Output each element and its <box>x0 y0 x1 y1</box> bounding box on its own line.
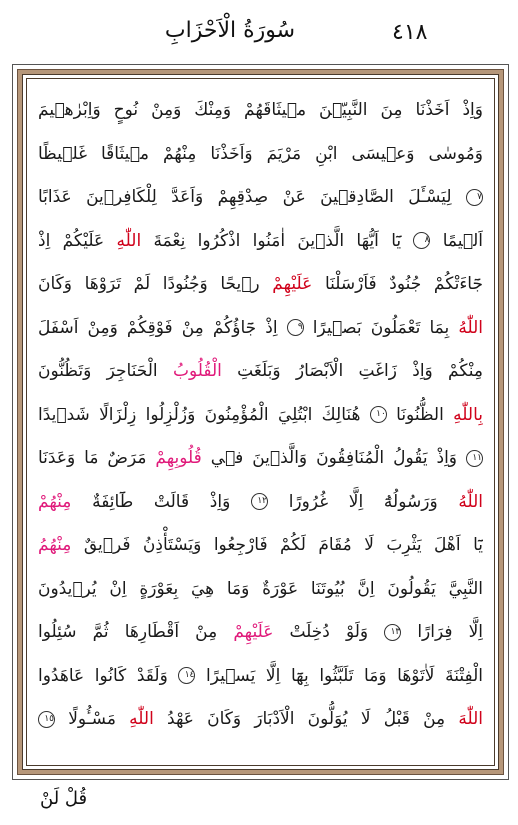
text-line <box>38 610 483 654</box>
verse-text: النَّبِيَّ يَقُولُونَ اِنَّ بُيُوتَنَا عَوْرَةٌ وَمَا هِيَ بِعَوْرَةٍ اِنْ يُرٖيدُونَ <box>38 578 483 599</box>
ayah-number-marker: ٧ <box>466 189 483 206</box>
page-number: ٤١٨ <box>392 20 428 45</box>
verse-text: وَلَقَدْ كَانُوا عَاهَدُوا <box>38 665 179 686</box>
text-line <box>38 132 483 176</box>
text-line <box>38 306 483 350</box>
verse-text: مِنْكُمْ وَاِذْ زَاغَتِ الْاَبْصَارُ وَبَلَغَتِ <box>221 361 483 381</box>
text-line <box>38 654 483 698</box>
verse-text: وَاِذْ قَالَتْ طَٓائِفَةٌ <box>71 491 251 512</box>
ayah-number-marker: ١٥ <box>38 711 55 728</box>
verse-text: مَرَضٌ مَا وَعَدَنَا <box>38 448 156 468</box>
text-line <box>38 349 483 393</box>
verse-text: اِذْ جَٓاؤُكُمْ مِنْ فَوْقِكُمْ وَمِنْ اَسْفَلَ <box>38 317 287 338</box>
verse-text: وَاِذْ يَقُولُ الْمُنَافِقُونَ وَالَّذٖينَ فٖي <box>201 448 466 468</box>
ayah-number-marker: ٩ <box>287 319 304 336</box>
text-line <box>38 262 483 306</box>
divine-name: اللّٰهِ <box>116 230 142 251</box>
catchword: قُلْ لَنْ <box>40 788 88 809</box>
highlighted-word: عَلَيْهِمْ <box>233 622 274 642</box>
verse-text: الْحَنَاجِرَ وَتَظُنُّونَ <box>38 361 173 381</box>
highlighted-word: مِنْهُمُ <box>38 535 72 555</box>
verse-text: جَٓاءَتْكُمْ جُنُودٌ فَاَرْسَلْنَا <box>312 274 483 294</box>
page-header <box>0 0 518 62</box>
verse-text: عَلَيْكُمْ اِذْ <box>38 230 117 251</box>
highlighted-word: قُلُوبِهِمْ <box>155 448 202 468</box>
ayah-number-marker: ١١ <box>466 450 483 467</box>
divine-name: اللّٰهِ <box>129 709 154 729</box>
text-line <box>38 175 483 219</box>
divine-name: عَلَيْهِمْ <box>272 274 313 294</box>
verse-text: اَلٖيمًا <box>430 230 483 251</box>
verse-text: لِيَسْـَٔلَ الصَّادِقٖينَ عَنْ صِدْقِهِمْ وَاَعَدَّ لِلْكَافِرٖينَ عَذَابًا <box>38 187 466 207</box>
text-line <box>38 393 483 437</box>
ayah-number-marker: ١٣ <box>384 624 401 641</box>
verse-text: الظُّنُونَا <box>386 404 454 425</box>
quran-text-block <box>38 100 483 750</box>
verse-text: مِنْ اَقْطَارِهَا ثُمَّ سُئِلُوا <box>38 622 234 642</box>
verse-text: رٖيحًا وَجُنُودًا لَمْ تَرَوْهَا وَكَانَ <box>38 274 273 294</box>
text-line <box>38 219 483 263</box>
verse-text: يَٓا اَهْلَ يَثْرِبَ لَا مُقَامَ لَكُمْ فَارْجِعُوا وَيَسْتَأْذِنُ فَرٖيقٌ <box>71 535 483 555</box>
ayah-number-marker: ١٠ <box>370 406 387 423</box>
highlighted-word: الْقُلُوبُ <box>172 361 222 381</box>
text-line <box>38 567 483 611</box>
divine-name: اللّٰهُ <box>458 491 483 512</box>
text-line <box>38 480 483 524</box>
text-line <box>38 697 483 741</box>
verse-text: هُنَالِكَ ابْتُلِيَ الْمُؤْمِنُونَ وَزُلْزِلُوا زِلْزَالًا شَدٖيدًا <box>38 404 370 425</box>
ayah-number-marker: ١٢ <box>251 493 268 510</box>
verse-text: بِمَا تَعْمَلُونَ بَصٖيرًا <box>303 317 459 338</box>
text-line <box>38 523 483 567</box>
divine-name: اللّٰهُ <box>458 317 483 338</box>
verse-text: وَاِذْ اَخَذْنَا مِنَ النَّبِيّٖنَ مٖيثَاقَهُمْ وَمِنْكَ وَمِنْ نُوحٍ وَاِبْرٰهٖيمَ <box>38 100 483 120</box>
text-line <box>38 88 483 132</box>
divine-name: اللّٰهَ <box>458 709 483 729</box>
verse-text: مِنْ قَبْلُ لَا يُوَلُّونَ الْاَدْبَارَ وَكَانَ عَهْدُ <box>153 709 459 729</box>
text-line <box>38 436 483 480</box>
verse-text: مَسْـُٔولًا <box>55 709 130 729</box>
ayah-number-marker: ٨ <box>413 232 430 249</box>
highlighted-word: مِنْهُمْ <box>38 491 72 512</box>
verse-text: وَرَسُولُهُٓ اِلَّا غُرُورًا <box>268 491 459 512</box>
verse-text: اِلَّا فِرَارًا <box>401 622 483 642</box>
verse-text: الْفِتْنَةَ لَاٰتَوْهَا وَمَا تَلَبَّثُوا بِهَٓا اِلَّا يَسٖيرًا <box>195 665 483 686</box>
verse-text: وَلَوْ دُخِلَتْ <box>273 622 385 642</box>
surah-title: سُورَةُ الْاَحْزَابِ <box>164 18 296 43</box>
divine-name: بِاللّٰهِ <box>453 404 483 425</box>
verse-text: يَٓا اَيُّهَا الَّذٖينَ اٰمَنُوا اذْكُرُوا نِعْمَةَ <box>141 230 414 251</box>
ayah-number-marker: ١٤ <box>178 667 195 684</box>
verse-text: وَمُوسٰى وَعٖيسَى ابْنِ مَرْيَمَ وَاَخَذْنَا مِنْهُمْ مٖيثَاقًا غَلٖيظًا <box>38 143 483 164</box>
